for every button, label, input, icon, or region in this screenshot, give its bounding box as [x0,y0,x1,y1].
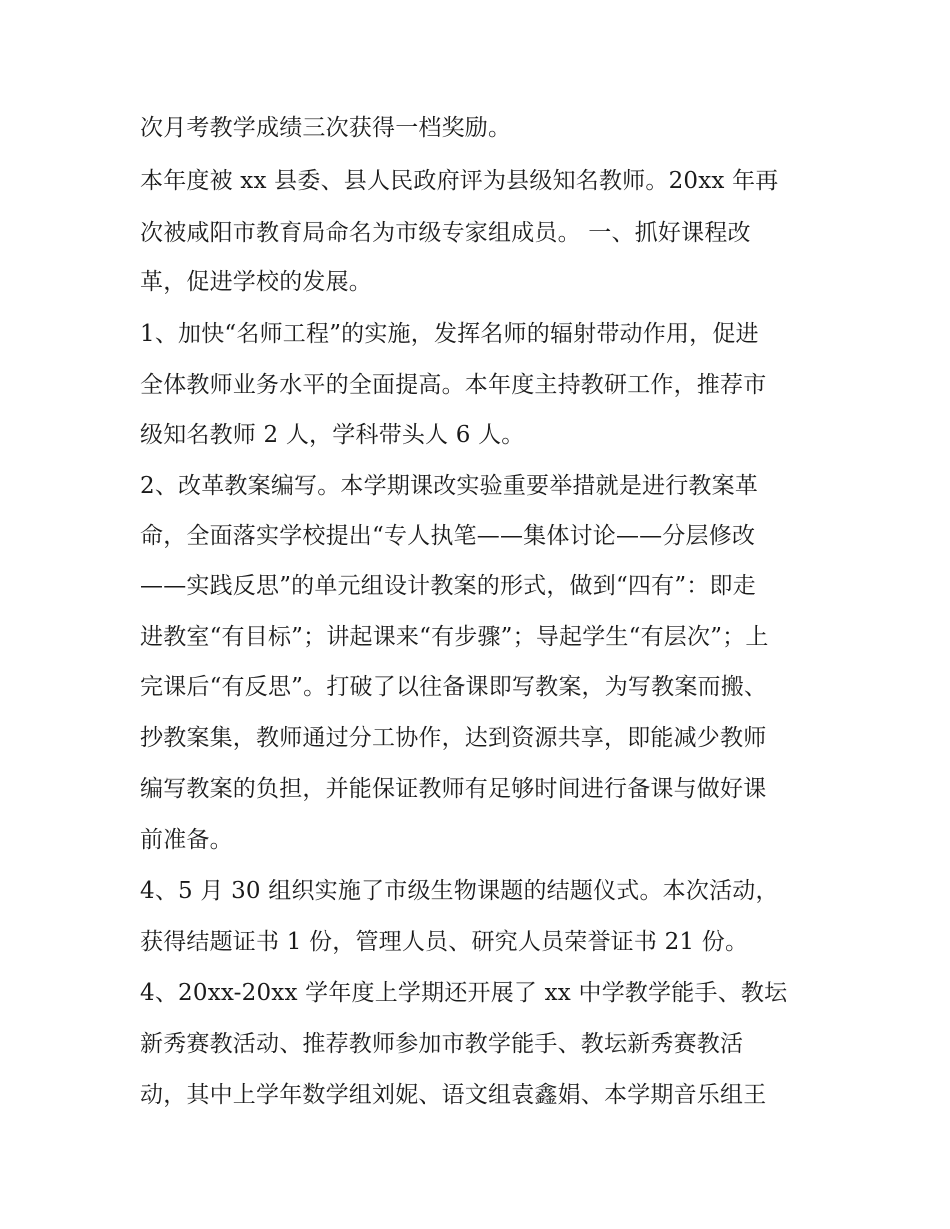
text-line: 次被咸阳市教育局命名为市级专家组成员。 一、抓好课程改 [140,220,751,246]
text-line: 完课后“有反思”。打破了以往备课即写教案，为写教案而搬、 [140,674,768,700]
text-line: 抄教案集，教师通过分工协作，达到资源共享，即能减少教师 [140,725,767,751]
text-line: 命，全面落实学校提出“专人执笔——集体讨论——分层修改 [140,523,756,549]
text-line: 1、加快“名师工程”的实施，发挥名师的辐射带动作用，促进 [140,321,759,347]
text-line: ——实践反思”的单元组设计教案的形式，做到“四有”：即走 [140,573,756,599]
text-line: 2、改革教案编写。本学期课改实验重要举措就是进行教案革 [140,473,759,499]
text-line: 编写教案的负担，并能保证教师有足够时间进行备课与做好课 [140,776,767,802]
text-line: 进教室“有目标”；讲起课来“有步骤”；导起学生“有层次”；上 [140,624,769,650]
text-line: 动，其中上学年数学组刘妮、语文组袁鑫娟、本学期音乐组王 [140,1082,767,1108]
text-line: 前准备。 [140,827,233,853]
text-line: 本年度被 xx 县委、县人民政府评为县级知名教师。20xx 年再 [140,168,779,194]
text-line: 次月考教学成绩三次获得一档奖励。 [140,115,512,141]
text-line: 新秀赛教活动、推荐教师参加市教学能手、教坛新秀赛教活 [140,1031,744,1057]
text-line: 4、5 月 30 组织实施了市级生物课题的结题仪式。本次活动， [140,878,779,904]
text-line: 级知名教师 2 人，学科带头人 6 人。 [140,422,525,448]
text-line: 获得结题证书 1 份，管理人员、研究人员荣誉证书 21 份。 [140,929,749,955]
text-line: 全体教师业务水平的全面提高。本年度主持教研工作，推荐市 [140,372,767,398]
text-line: 4、20xx-20xx 学年度上学期还开展了 xx 中学教学能手、教坛 [140,980,788,1006]
text-line: 革，促进学校的发展。 [140,269,372,295]
